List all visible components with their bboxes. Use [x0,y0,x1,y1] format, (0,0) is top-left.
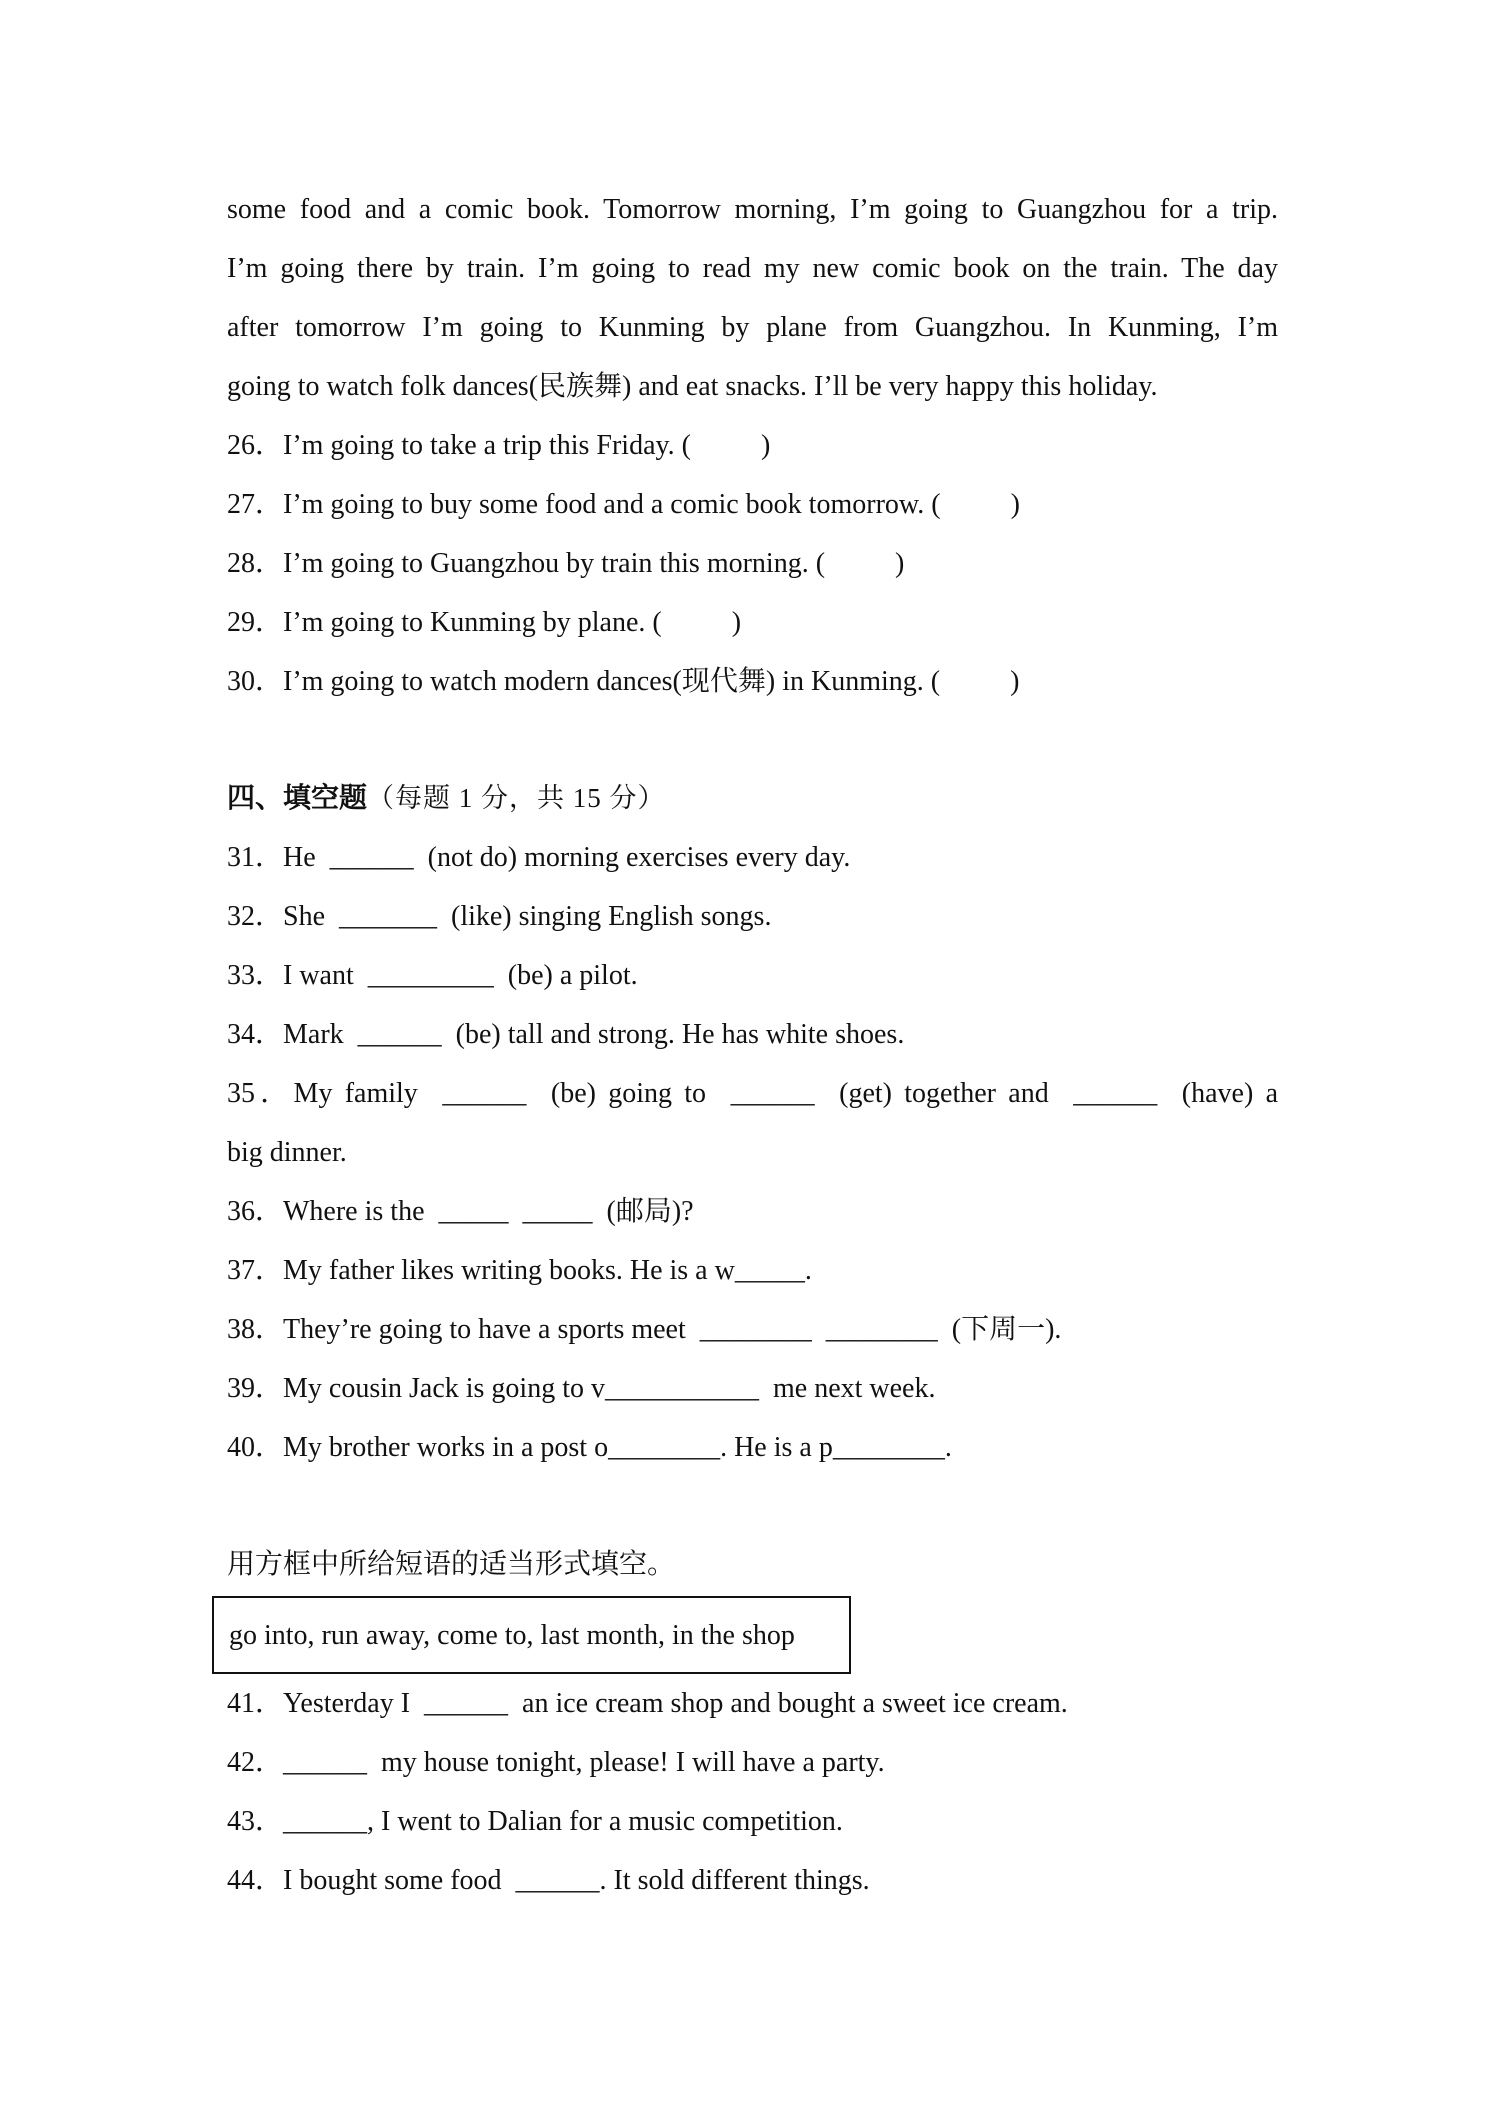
question-39: 39．My cousin Jack is going to v___________ me next week. [227,1373,936,1404]
question-41: 41．Yesterday I ______ an ice cream shop and bought a sweet ice cream. [227,1688,1068,1719]
phrase-box-text: go into, run away, come to, last month, in the shop [229,1620,795,1651]
question-28: 28．I’m going to Guangzhou by train this morning. ( ) [227,548,905,579]
passage-line: going to watch folk dances(民族舞) and eat snacks. I’ll be very happy this holiday. [227,371,1158,402]
question-34: 34．Mark ______ (be) tall and strong. He has white shoes. [227,1019,905,1050]
question-32: 32．She _______ (like) singing English songs. [227,901,772,932]
passage-line: some food and a comic book. Tomorrow morning, I’m going to Guangzhou for a trip. [227,194,1278,225]
question-42: 42．______ my house tonight, please! I will have a party. [227,1747,885,1778]
passage-line: after tomorrow I’m going to Kunming by plane from Guangzhou. In Kunming, I’m [227,312,1278,343]
question-37: 37．My father likes writing books. He is a w_____. [227,1255,812,1286]
question-31: 31．He ______ (not do) morning exercises every day. [227,842,851,873]
question-35: 35．My family ______ (be) going to ______ (get) together and ______ (have) a [227,1078,1278,1109]
phrase-instruction: 用方框中所给短语的适当形式填空。 [227,1549,676,1580]
question-40: 40．My brother works in a post o________. He is a p________. [227,1432,952,1463]
passage-line: I’m going there by train. I’m going to read my new comic book on the train. The day [227,253,1278,284]
section-title: 四、填空题 [227,783,368,814]
question-33: 33．I want _________ (be) a pilot. [227,960,638,991]
question-30: 30．I’m going to watch modern dances(现代舞) in Kunming. ( ) [227,666,1020,697]
question-26: 26．I’m going to take a trip this Friday. ( ) [227,430,771,461]
question-36: 36．Where is the _____ _____ (邮局)? [227,1196,694,1227]
question-43: 43．______, I went to Dalian for a music competition. [227,1806,843,1837]
section-heading [227,780,666,817]
question-27: 27．I’m going to buy some food and a comic book tomorrow. ( ) [227,489,1020,520]
phrase-box [212,1596,851,1674]
question-29: 29．I’m going to Kunming by plane. ( ) [227,607,742,638]
section-score-note: （每题 1 分，共 15 分） [367,783,666,813]
question-44: 44．I bought some food ______. It sold different things. [227,1865,870,1896]
question-35-continued: big dinner. [227,1137,347,1168]
question-38: 38．They’re going to have a sports meet ________ ________ (下周一). [227,1314,1062,1345]
